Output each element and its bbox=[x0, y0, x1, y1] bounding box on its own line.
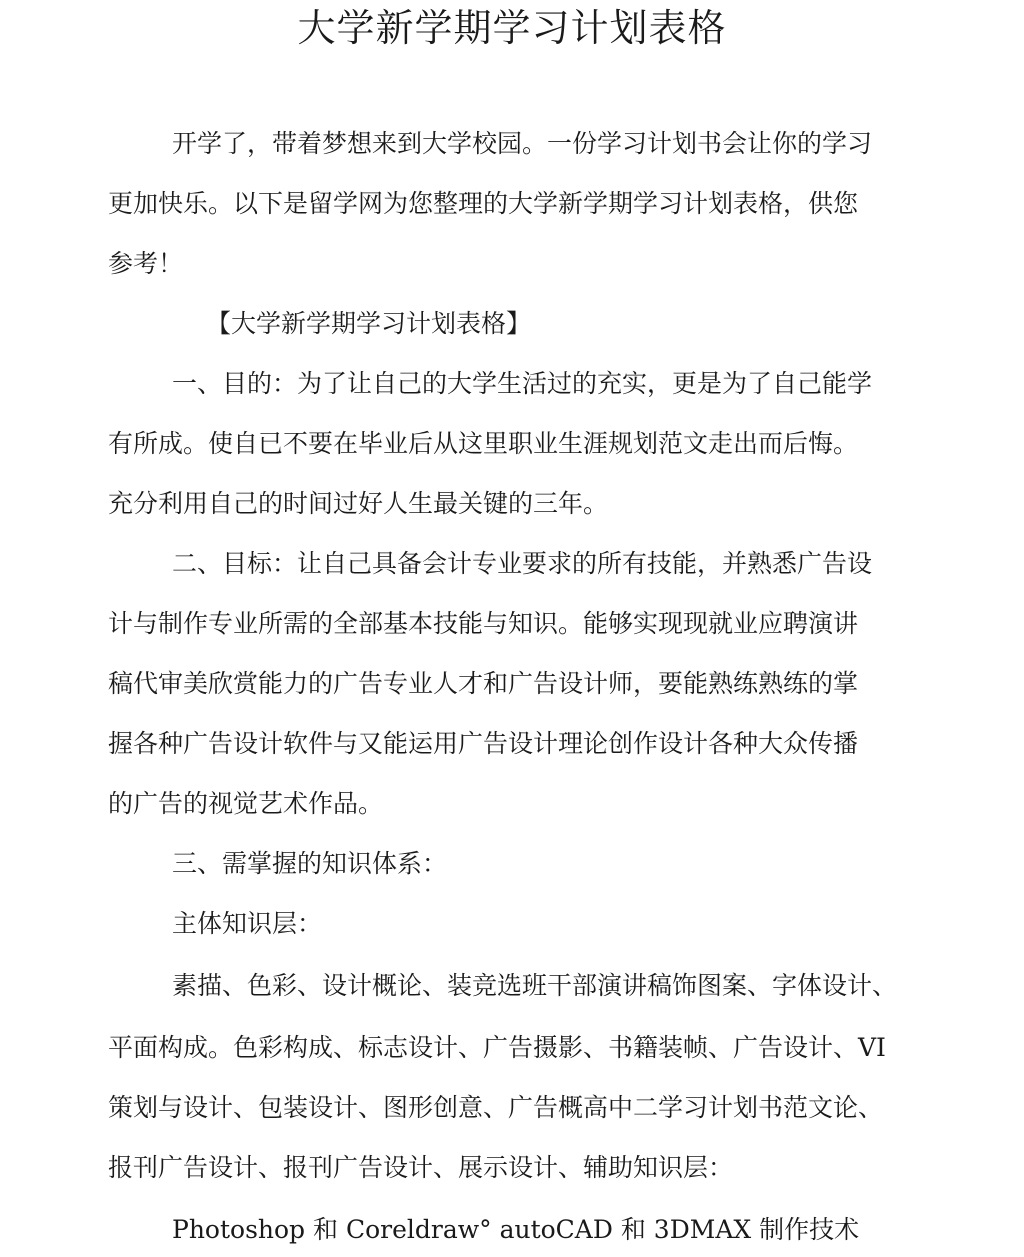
paragraph-line: 充分利用自己的时间过好人生最关键的三年。 bbox=[108, 489, 609, 518]
paragraph-line: 一、目的：为了让自己的大学生活过的充实，更是为了自己能学 bbox=[172, 369, 873, 398]
section-heading: 【大学新学期学习计划表格】 bbox=[206, 309, 532, 338]
paragraph-line: 素描、色彩、设计概论、装竞选班干部演讲稿饰图案、字体设计、 bbox=[172, 971, 898, 1000]
paragraph-line: 主体知识层： bbox=[172, 909, 323, 938]
paragraph-line: 握各种广告设计软件与又能运用广告设计理论创作设计各种大众传播 bbox=[108, 729, 859, 758]
paragraph-line: 更加快乐。以下是留学网为您整理的大学新学期学习计划表格，供您 bbox=[108, 189, 859, 218]
paragraph-line: 参考！ bbox=[108, 249, 184, 278]
paragraph-line: 计与制作专业所需的全部基本技能与知识。能够实现现就业应聘演讲 bbox=[108, 609, 859, 638]
paragraph-line: 稿代审美欣赏能力的广告专业人才和广告设计师，要能熟练熟练的掌 bbox=[108, 669, 859, 698]
paragraph-line: 有所成。使自已不要在毕业后从这里职业生涯规划范文走出而后悔。 bbox=[108, 429, 859, 458]
paragraph-line: 报刊广告设计、报刊广告设计、展示设计、辅助知识层： bbox=[108, 1153, 734, 1182]
paragraph-line: 平面构成。色彩构成、标志设计、广告摄影、书籍装帧、广告设计、VI bbox=[108, 1033, 886, 1062]
paragraph-line: 的广告的视觉艺术作品。 bbox=[108, 789, 384, 818]
paragraph-line: 二、目标：让自己具备会计专业要求的所有技能，并熟悉广告设 bbox=[172, 549, 873, 578]
paragraph-line: 三、需掌握的知识体系： bbox=[172, 849, 448, 878]
paragraph-line: 开学了，带着梦想来到大学校园。一份学习计划书会让你的学习 bbox=[172, 129, 873, 158]
paragraph-line: Photoshop 和 Coreldraw° autoCAD 和 3DMAX 制作技术 bbox=[172, 1215, 860, 1244]
document-title: 大学新学期学习计划表格 bbox=[297, 6, 727, 50]
paragraph-line: 策划与设计、包装设计、图形创意、广告概高中二学习计划书范文论、 bbox=[108, 1093, 884, 1122]
